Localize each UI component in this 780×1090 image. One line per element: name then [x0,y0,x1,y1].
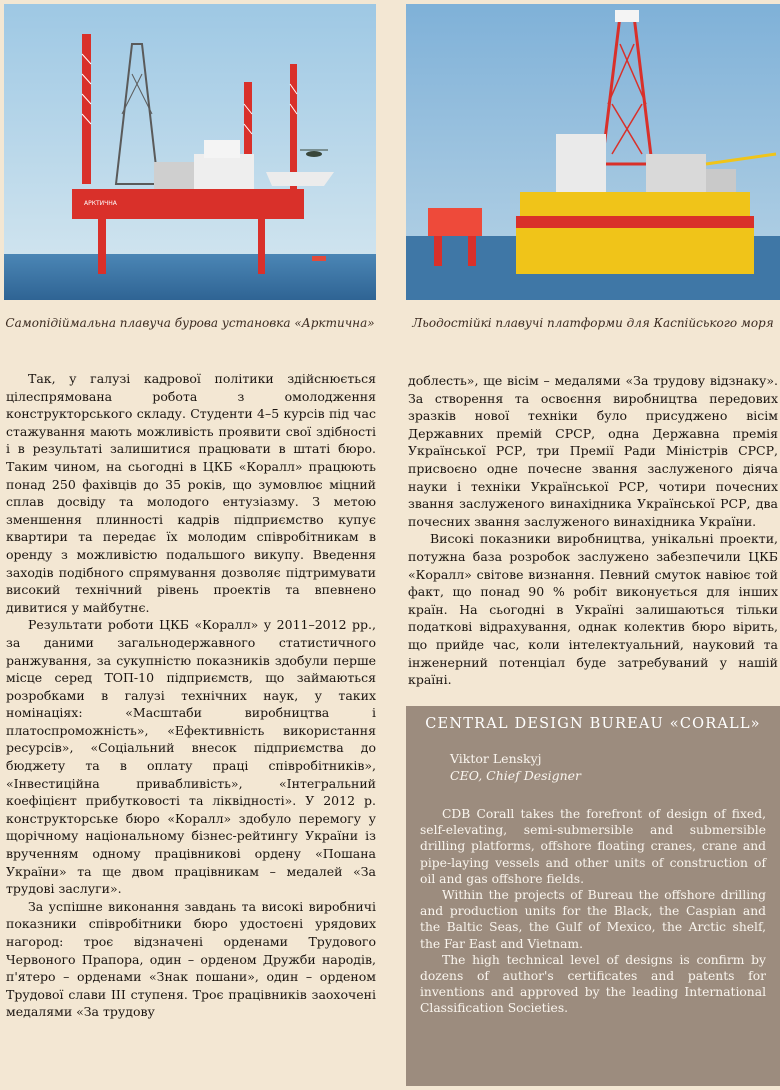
paragraph: Результати роботи ЦКБ «Коралл» у 2011–2012 рр., за даними загальнодержавного статистичного ранжування, за сукупністю показників здобули перше місце серед ТОП-10 підприємств, що займаються розробками в галузі технічних наук, у таких номінаціях: «Масштаби виробництва і платоспроможність», «Ефективність використання ресурсів», «Соціальний внесок підприємства до бюджету та в оплату праці співробітників», «Інвестиційна привабливість», «Інтегральний коефіцієнт прибутковості та ліквідності». У 2012 р. конструкторське бюро «Коралл» здобуло перемогу у щорічному національному бізнес-рейтингу України із врученням одному працівникові ордену «Пошана України» та ще двом працівникам – медалей «За трудові заслуги». [6,617,376,897]
paragraph: Так, у галузі кадрової політики здійснюється цілеспрямована робота з омолодження конструкторського складу. Студенти 4–5 курсів під час стажування мають можливість проявити свої здібності і в результаті залишитися працювати в штаті бюро. Таким чином, на сьогодні в ЦКБ «Коралл» працюють понад 250 фахівців до 35 років, що зумовлює міцний сплав досвіду та молодого ентузіазму. З метою зменшення плинності кадрів підприємство купує квартири та передає їх молодим співробітникам в оренду з можливістю подальшого викупу. Введення заходів подібного спрямування дозволяє підтримувати високий технічний рівень проектів та впевнено дивитися у майбутнє. [6,371,376,615]
left-text-column [6,370,376,1021]
paragraph: CDB Corall takes the forefront of design of fixed, self-elevating, semi-submersible and submersible drilling platforms, offshore floating cranes, crane and pipe-laying vessels and other units of construction of oil and gas offshore fields. [420,807,766,886]
vessel-name-label: АРКТИЧНА [84,200,117,207]
paragraph: Within the projects of Bureau the offshore drilling and production units for the Black, the Caspian and the Baltic Seas, the Gulf of Mexico, the Arctic shelf, the Far East and Vietnam. [420,888,766,951]
person-block [450,750,766,784]
right-text-column [408,372,778,689]
photo-caption-right: Льодостійкі плавучі платформи для Каспійського моря [412,316,774,330]
person-name: Viktor Lenskyj [450,751,542,766]
photo-jackup-rig [4,4,376,300]
paragraph: доблесть», ще вісім – медалями «За трудову відзнаку». За створення та освоєння виробництва передових зразків нової техніки було присуджено вісім Державних премій СРСР, одна Державна премія Української РСР, три Премії Ради Міністрів СРСР, присвоєно одне почесне звання заслуженого діяча науки і техніки Української РСР, чотири почесних звання заслуженого винахідника Української РСР, два почесних звання заслуженого винахідника України. [408,373,778,529]
english-summary [420,806,766,1017]
person-role: CEO, Chief Designer [450,768,582,783]
photo-caption-left: Самопідіймальна плавуча бурова установка «Арктична» [5,316,375,330]
paragraph: За успішне виконання завдань та високі виробничі показники співробітники бюро удостоєні урядових нагород: троє відзначені орденами Трудового Червоного Прапора, один – орденом Дружби народів, п'ятеро – орденами «Знак пошани», один – орденом Трудової слави III ступеня. Троє працівників заохочені медалями «За трудову [6,898,376,1020]
paragraph: The high technical level of designs is confirm by dozens of author's certificates and patents for inventions and approved by the leading International Classification Societies. [420,952,766,1016]
company-info-box [406,706,780,1086]
info-box-title: CENTRAL DESIGN BUREAU «CORALL» [425,716,761,732]
paragraph: Високі показники виробництва, унікальні проекти, потужна база розробок заслужено забезпечили ЦКБ «Коралл» світове визнання. Певний смуток навіює той факт, що понад 90 % робіт виконується для інших країн. На сьогодні в Україні залишаються тільки податкові відрахування, однак колектив бюро вірить, що прийде час, коли інтелектуальний, науковий та інженерний потенціал буде затребуваний у нашій країні. [408,531,778,688]
photo-caspian-platform [406,4,780,300]
